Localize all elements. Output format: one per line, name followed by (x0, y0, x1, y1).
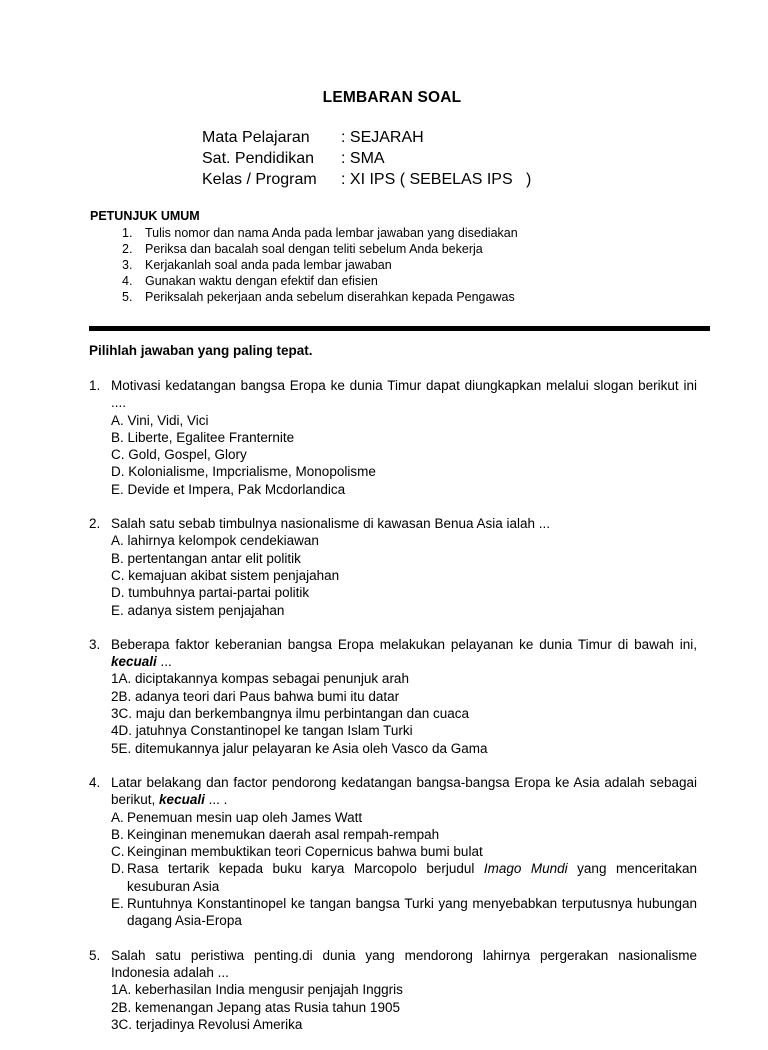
list-text: Periksa dan bacalah soal dengan teliti sebelum Anda bekerja (145, 242, 483, 256)
option: C. Gold, Gospel, Glory (111, 447, 247, 463)
question-emphasis: kecuali (111, 654, 157, 670)
general-instructions-list (122, 225, 518, 305)
option: 5E. ditemukannya jalur pelayaran ke Asia oleh Vasco da Gama (111, 740, 488, 756)
question-text: Motivasi kedatangan bangsa Eropa ke dunia Timur dapat diungkapkan melalui slogan berikut ini .... (111, 378, 697, 411)
option: 1A. diciptakannya kompas sebagai penunjuk arah (111, 671, 409, 687)
question-list (89, 377, 697, 1050)
book-title: Imago Mundi (483, 861, 568, 877)
option-letter: D. (111, 861, 125, 877)
section-instruction: Pilihlah jawaban yang paling tepat. (89, 343, 313, 358)
meta-row-class (202, 169, 531, 190)
question-1 (89, 377, 697, 498)
subject-info (202, 127, 531, 190)
option (111, 860, 697, 895)
question-3 (89, 636, 697, 757)
meta-label: Kelas / Program (202, 171, 317, 188)
option-text: Keinginan membuktikan teori Copernicus bahwa bumi bulat (127, 844, 483, 860)
option-letter: A. (111, 809, 124, 825)
option-letter: C. (111, 844, 125, 860)
page-title: LEMBARAN SOAL (322, 89, 462, 106)
question-text-main: Beberapa faktor keberanian bangsa Eropa melakukan pelayanan ke dunia Timur di bawah ini, (111, 636, 697, 652)
list-text: Gunakan waktu dengan efektif dan efisien (145, 274, 378, 288)
option: E. adanya sistem penjajahan (111, 602, 285, 618)
meta-value: : SMA (341, 150, 385, 167)
question-text-main: Latar belakang dan factor pendorong kedatangan bangsa-bangsa Eropa ke Asia adalah sebagai berikut, (111, 774, 697, 808)
meta-value: : XI IPS ( SEBELAS IPS ) (341, 171, 532, 188)
list-number: 4. (122, 274, 133, 288)
option: 2B. adanya teori dari Paus bahwa bumi itu datar (111, 688, 400, 704)
list-number: 5. (122, 290, 133, 304)
option (111, 895, 697, 930)
question-text (111, 774, 697, 809)
option-text-tail: yang menceritakan kesuburan Asia (127, 861, 697, 894)
question-number: 1. (89, 378, 101, 393)
option: D. tumbuhnya partai-partai politik (111, 585, 310, 601)
meta-value: : SEJARAH (341, 129, 424, 146)
question-4 (89, 774, 697, 930)
list-text: Tulis nomor dan nama Anda pada lembar jawaban yang disediakan (145, 226, 518, 240)
option: D. Kolonialisme, Impcrialisme, Monopolisme (111, 464, 376, 480)
option: E. Devide et Impera, Pak Mcdorlandica (111, 481, 346, 497)
option: 1A. keberhasilan India mengusir penjajah Inggris (111, 982, 403, 998)
option-text: Keinginan menemukan daerah asal rempah-rempah (127, 826, 440, 842)
option: C. kemajuan akibat sistem penjajahan (111, 567, 340, 583)
question-number: 3. (89, 636, 101, 652)
option-letter: B. (111, 826, 124, 842)
option: B. Liberte, Egalitee Franternite (111, 429, 295, 445)
option-text: Penemuan mesin uap oleh James Watt (127, 809, 363, 825)
option: A. Vini, Vidi, Vici (111, 412, 209, 428)
option: 3C. terjadinya Revolusi Amerika (111, 1016, 303, 1032)
question-2 (89, 515, 697, 619)
list-text: Periksalah pekerjaan anda sebelum diserahkan kepada Pengawas (145, 290, 515, 304)
question-number: 2. (89, 516, 101, 532)
option (111, 843, 697, 860)
list-item (122, 225, 518, 241)
divider-rule (89, 326, 710, 331)
meta-label: Mata Pelajaran (202, 129, 310, 146)
question-text-tail: ... (160, 654, 172, 670)
option: 4D. jatuhnya Constantinopel ke tangan Islam Turki (111, 723, 413, 739)
list-item (122, 241, 518, 257)
list-item (122, 257, 518, 273)
question-text-tail: ... . (208, 792, 228, 808)
question-emphasis: kecuali (159, 792, 205, 808)
list-text: Kerjakanlah soal anda pada lembar jawaban (145, 258, 392, 272)
meta-label: Sat. Pendidikan (202, 150, 315, 167)
option (111, 826, 697, 843)
question-text: Salah satu sebab timbulnya nasionalisme di kawasan Benua Asia ialah ... (111, 516, 551, 532)
general-instructions-heading: PETUNJUK UMUM (90, 209, 200, 223)
meta-row-subject (202, 127, 531, 148)
question-number: 4. (89, 774, 101, 790)
meta-row-level (202, 148, 531, 169)
option: B. pertentangan antar elit politik (111, 550, 301, 566)
option-text: Rasa tertarik kepada buku karya Marcopolo berjudul (127, 861, 475, 877)
option: A. lahirnya kelompok cendekiawan (111, 533, 319, 549)
question-text: Salah satu peristiwa penting.di dunia yang mendorong lahirnya pergerakan nasionalisme Indonesia adalah ... (111, 947, 697, 980)
list-number: 1. (122, 226, 133, 240)
list-item (122, 289, 518, 305)
question-5 (89, 947, 697, 1033)
list-number: 3. (122, 258, 133, 272)
question-number: 5. (89, 947, 101, 963)
option: 2B. kemenangan Jepang atas Rusia tahun 1905 (111, 999, 400, 1015)
list-number: 2. (122, 242, 133, 256)
option: 3C. maju dan berkembangnya ilmu perbintangan dan cuaca (111, 706, 469, 722)
question-text (111, 636, 697, 671)
option (111, 809, 697, 826)
option-letter: E. (111, 896, 124, 912)
option-text: Runtuhnya Konstantinopel ke tangan bangsa Turki yang menyebabkan terputusnya hubungan dagang Asia-Eropa (127, 896, 697, 929)
list-item (122, 273, 518, 289)
